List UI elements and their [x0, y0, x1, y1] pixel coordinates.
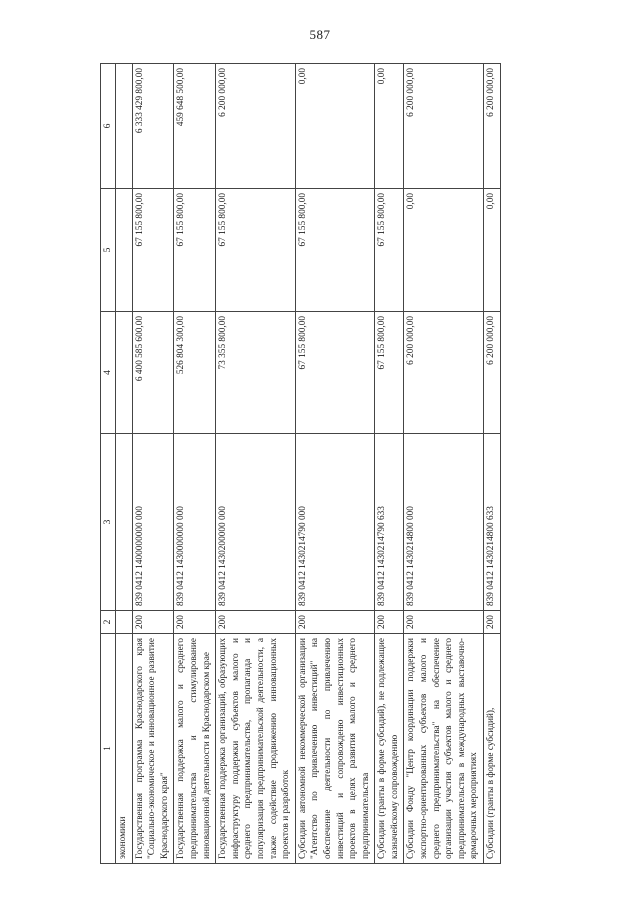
row-value-4: 6 200 000,00	[484, 312, 501, 434]
column-header: 4	[101, 312, 116, 434]
row-value-5: 0,00	[484, 189, 501, 312]
column-header: 3	[101, 434, 116, 611]
row-budget-code: 839 0412 1400000000 000	[132, 434, 174, 611]
row-value-6: 6 200 000,00	[216, 64, 296, 189]
row-name: Субсидии Фонду "Центр координации поддержки экспортно-ориентированных субъектов малого и среднего предпринимательства" на обеспечение организации участия субъектов малого и среднего предпринимательства в международных выставочно-ярмарочных мероприятиях	[404, 634, 484, 864]
row-code-2	[116, 611, 133, 634]
row-budget-code: 839 0412 1430214800 000	[404, 434, 484, 611]
row-value-4: 67 155 800,00	[295, 312, 375, 434]
row-name: Государственная программа Краснодарского края "Социально-экономическое и инновационное развитие Краснодарского края"	[132, 634, 174, 864]
row-value-5: 67 155 800,00	[132, 189, 174, 312]
row-value-4: 67 155 800,00	[375, 312, 404, 434]
row-code-2: 200	[404, 611, 484, 634]
table-row	[375, 64, 404, 864]
row-value-6: 459 648 500,00	[174, 64, 216, 189]
row-value-5: 67 155 800,00	[295, 189, 375, 312]
row-budget-code: 839 0412 1430214800 633	[484, 434, 501, 611]
row-value-6: 6 200 000,00	[404, 64, 484, 189]
table-row	[216, 64, 296, 864]
row-name: Государственная поддержка организаций, образующих инфраструктуру поддержки субъектов малого и среднего предпринимательства, пропаганда и популяризация предпринимательской деятельности, а также содействие продвижению инновационных проектов и разработок	[216, 634, 296, 864]
row-code-2: 200	[295, 611, 375, 634]
row-name: экономики	[116, 634, 133, 864]
column-header-row	[101, 64, 116, 864]
row-budget-code: 839 0412 1430200000 000	[216, 434, 296, 611]
row-value-5: 67 155 800,00	[375, 189, 404, 312]
column-header: 5	[101, 189, 116, 312]
row-value-6: 0,00	[375, 64, 404, 189]
row-value-4: 526 804 300,00	[174, 312, 216, 434]
row-value-5: 67 155 800,00	[174, 189, 216, 312]
table-row	[132, 64, 174, 864]
row-name: Субсидии (гранты в форме субсидий), не подлежащие казначейскому сопровождению	[375, 634, 404, 864]
row-value-5: 0,00	[404, 189, 484, 312]
column-header: 6	[101, 64, 116, 189]
row-code-2: 200	[216, 611, 296, 634]
row-value-6: 6 333 429 800,00	[132, 64, 174, 189]
row-name: Субсидии автономной некоммерческой организации "Агентство по привлечению инвестиций" на обеспечение деятельности по привлечению инвестиций и сопровожденю инвестиционных проектов в целях развития малого и среднего предпринимательства	[295, 634, 375, 864]
table-row	[404, 64, 484, 864]
row-budget-code: 839 0412 1430000000 000	[174, 434, 216, 611]
row-value-4: 73 355 800,00	[216, 312, 296, 434]
budget-table	[100, 63, 501, 864]
row-value-6	[116, 64, 133, 189]
column-header: 1	[101, 634, 116, 864]
row-code-2: 200	[132, 611, 174, 634]
row-value-4: 6 400 585 600,00	[132, 312, 174, 434]
table-row	[174, 64, 216, 864]
table-row	[116, 64, 133, 864]
row-value-5: 67 155 800,00	[216, 189, 296, 312]
row-budget-code	[116, 434, 133, 611]
table-row	[295, 64, 375, 864]
row-code-2: 200	[174, 611, 216, 634]
row-name: Субсидии (гранты в форме субсидий),	[484, 634, 501, 864]
row-budget-code: 839 0412 1430214790 633	[375, 434, 404, 611]
row-value-6: 6 200 000,00	[484, 64, 501, 189]
row-code-2: 200	[484, 611, 501, 634]
row-value-6: 0,00	[295, 64, 375, 189]
table-row	[484, 64, 501, 864]
row-value-5	[116, 189, 133, 312]
row-value-4	[116, 312, 133, 434]
row-budget-code: 839 0412 1430214790 000	[295, 434, 375, 611]
row-name: Государственная поддержка малого и среднего предпринимательства и стимулирование инновационной деятельности в Краснодарском крае	[174, 634, 216, 864]
row-value-4: 6 200 000,00	[404, 312, 484, 434]
page-number: 587	[309, 27, 331, 42]
row-code-2: 200	[375, 611, 404, 634]
budget-table-rotated	[100, 64, 618, 864]
column-header: 2	[101, 611, 116, 634]
